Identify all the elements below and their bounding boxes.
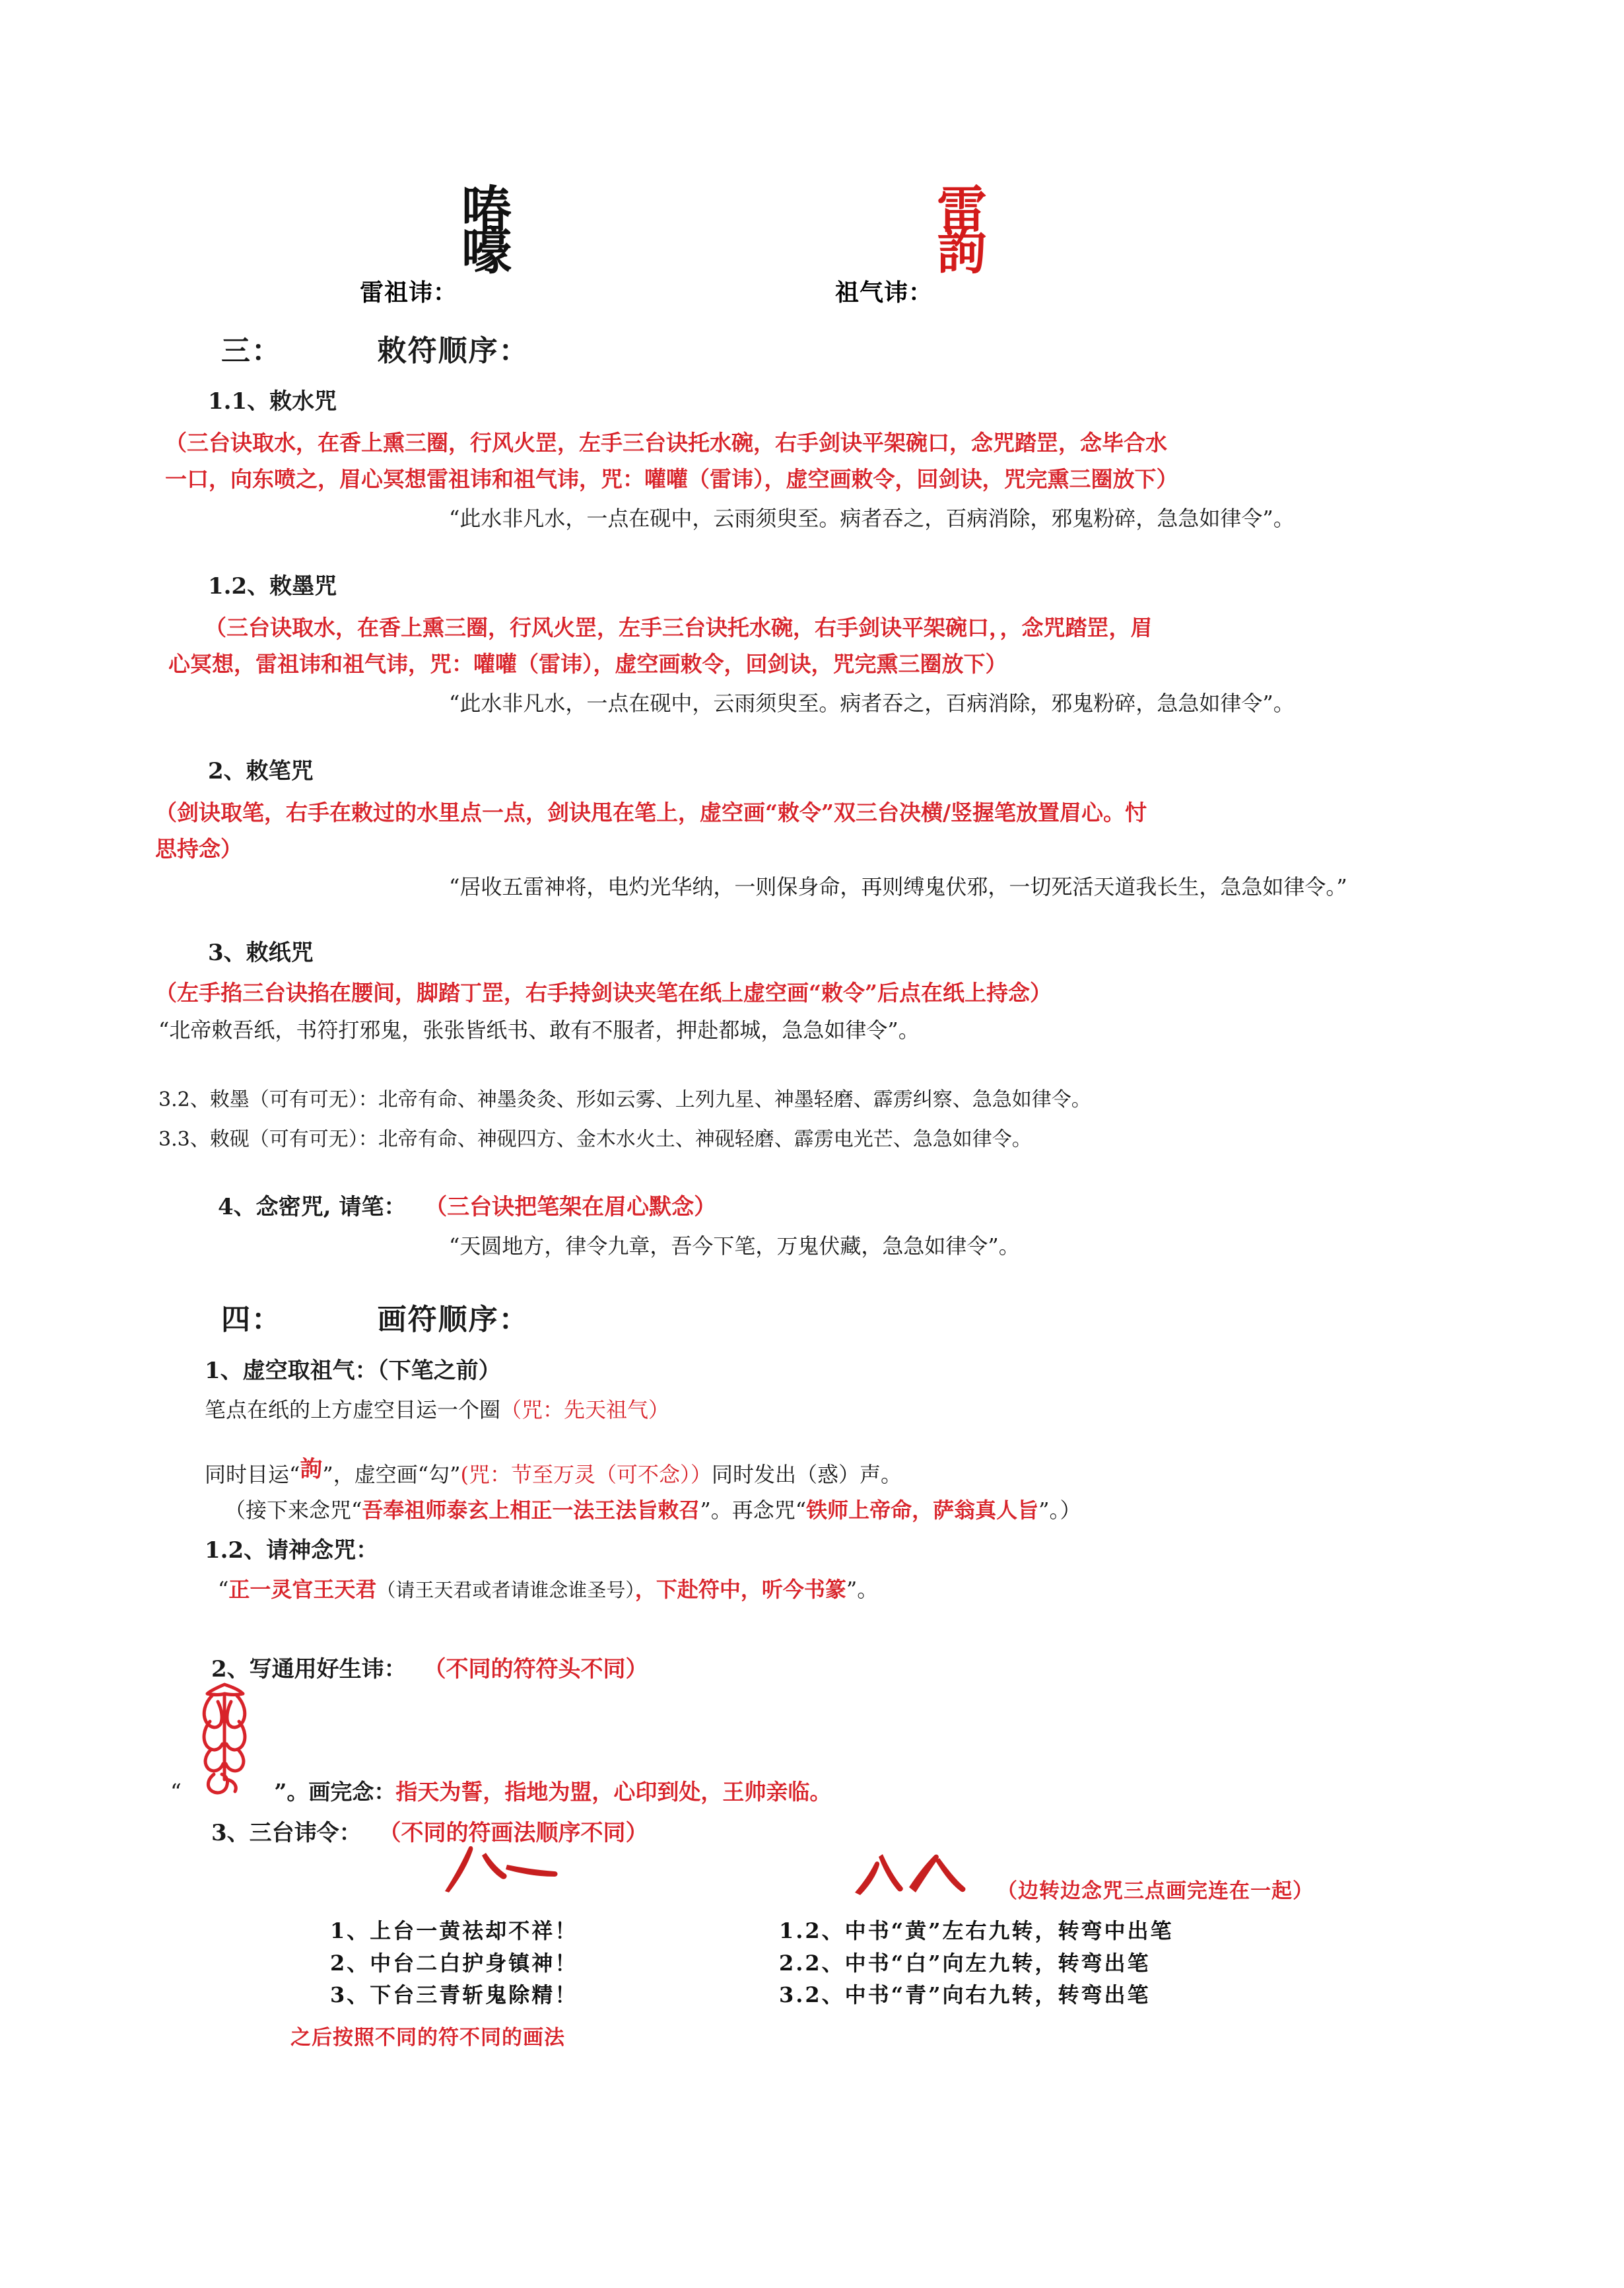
right-list-item-3: 3.2、中书“青”向右九转，转弯出笔 [779, 1982, 1151, 2008]
item-1-2-red-line-2: 心冥想，雷祖讳和祖气讳，咒：嚾嚾（雷讳），虚空画敕令，回剑诀，咒完熏三圈放下） [168, 651, 1007, 677]
item-3-black-quote: “北帝敕吾纸，书符打邪鬼，张张皆纸书、敢有不服者，押赴都城，急急如律令”。 [158, 1018, 920, 1043]
zu-qi-talisman-block [835, 180, 988, 310]
right-note-text: （边转边念咒三点画完连在一起） [997, 1879, 1314, 1903]
zu-qi-inline-glyph: 訽 [300, 1456, 323, 1482]
lei-zu-glyph-top: 㖺 [461, 180, 512, 240]
s4-line2-post: 同时发出（惑）声。 [711, 1462, 902, 1487]
s4-item-1-line-3 [224, 1494, 1081, 1524]
quote-red-deity: 正一灵官王天君 [228, 1577, 377, 1602]
section4-heading [221, 1296, 529, 1338]
s4-line3-red-1: 吾奉祖师泰玄上相正一法王法旨敕召 [362, 1498, 700, 1523]
s4-item-1-line-1 [205, 1393, 669, 1424]
item-3-2-line: 3.2、敕墨（可有可无）：北帝有命、神墨灸灸、形如云雾、上列九星、神墨轻磨、霹雳纠察、急急如律令。 [158, 1088, 1091, 1111]
s4-line3-mid: ”。再念咒“ [700, 1498, 807, 1523]
item-2-red-line-1: （剑诀取笔，右手在敕过的水里点一点，剑诀甩在笔上，虚空画“敕令”双三台决横/竖握笔放置眉心。忖 [155, 800, 1147, 825]
s4-line3-prefix: （接下来念咒“ [224, 1498, 362, 1523]
zu-qi-glyph-bottom: 訽 [937, 221, 988, 281]
s4-item-1-line-2 [205, 1456, 902, 1488]
item-4-heading [218, 1189, 716, 1221]
s4-line2-prefix: 同时目运“ [205, 1462, 300, 1487]
item-2-red-line-2: 思持念） [155, 836, 242, 862]
left-list-item-3: 3、下台三青斩鬼除精！ [330, 1982, 578, 2008]
seal-caption-line [170, 1775, 831, 1806]
s4-line2-mid: ”，虚空画“勾” [322, 1462, 461, 1487]
s4-item-1-2-quote [218, 1573, 878, 1603]
s4-line2-red: (咒：节至万灵（可不念）） [460, 1462, 712, 1487]
talisman-header-row [0, 165, 1624, 310]
section4-title: 画符顺序： [377, 1303, 529, 1336]
s4-item-2-heading-black: 2、写通用好生讳： [211, 1656, 407, 1682]
section3-number: 三： [221, 334, 282, 368]
left-list-item-1: 1、上台一黄祛却不祥！ [330, 1918, 578, 1943]
quote-open-mark: “ [218, 1577, 229, 1602]
item-2-black-quote: “居收五雷神将，电灼光华纳，一则保身命，再则缚鬼伏邪，一切死活天道我长生，急急如律令。” [449, 874, 1347, 899]
zu-qi-label: 祖气讳： [835, 279, 933, 306]
footer-note-text: 之后按照不同的符不同的画法 [290, 2026, 565, 2050]
s4-item-2-heading [211, 1651, 648, 1683]
s4-item-3-heading-red: （不同的符画法顺序不同） [378, 1820, 648, 1846]
zu-qi-talisman-glyph [937, 180, 988, 281]
item-1-2-black-quote: “此水非凡水，一点在砚中，云雨须臾至。病者吞之，百病消除，邪鬼粉碎，急急如律令”。 [449, 691, 1295, 716]
lei-zu-talisman-glyph [461, 180, 512, 281]
item-1-2-heading: 1.2、敕墨咒 [208, 573, 337, 600]
left-list-item-2: 2、中台二白护身镇神！ [330, 1950, 578, 1976]
quote-red-tail: ，下赴符中，听今书篆 [634, 1577, 846, 1602]
item-4-heading-red: （三台诀把笔架在眉心默念） [424, 1194, 717, 1220]
zu-qi-glyph-top: 雷 [937, 180, 988, 240]
left-column-list [330, 1915, 578, 2011]
item-4-heading-black: 4、念密咒, 请笔： [218, 1194, 407, 1220]
s4-item-1-heading: 1、虚空取祖气：（下笔之前） [205, 1358, 501, 1384]
right-list-item-1: 1.2、中书“黄”左右九转，转弯中出笔 [779, 1918, 1174, 1943]
item-1-1-red-line-2: 一口，向东喷之，眉心冥想雷祖讳和祖气讳，咒：嚾嚾（雷讳），虚空画敕令，回剑诀，咒完熏三圈放下） [165, 466, 1178, 492]
section3-title: 敕符顺序： [377, 334, 529, 368]
three-dot-brush-mark-right [848, 1849, 974, 1896]
quote-black-paren: （请王天君或者请谁念谁圣号） [376, 1579, 635, 1601]
s4-item-1-line-1-red: （咒：先天祖气） [500, 1397, 670, 1422]
s4-item-1-2-heading: 1.2、请神念咒： [205, 1537, 379, 1564]
s4-item-3-heading-black: 3、三台讳令： [211, 1820, 362, 1846]
lei-zu-talisman-block [360, 180, 512, 310]
s4-item-1-line-1-black: 笔点在纸的上方虚空目运一个圈 [205, 1397, 501, 1422]
seal-close-and-label: ”。画完念： [274, 1779, 396, 1805]
lei-zu-label: 雷祖讳： [360, 279, 458, 306]
right-column-list [779, 1915, 1174, 2011]
seal-open-quote: “ [170, 1779, 182, 1805]
item-3-red-line-1: （左手掐三台诀掐在腰间，脚踏丁罡，右手持剑诀夹笔在纸上虚空画“敕令”后点在纸上持念） [155, 980, 1052, 1006]
item-1-1-red-line-1: （三台诀取水，在香上熏三圈，行风火罡，左手三台诀托水碗，右手剑诀平架碗口，念咒踏罡，念毕合水 [165, 430, 1167, 456]
item-2-heading: 2、敕笔咒 [208, 758, 314, 784]
seal-red-chant: 指天为誓，指地为盟，心印到处，王帅亲临。 [395, 1779, 832, 1805]
item-3-heading: 3、敕纸咒 [208, 940, 314, 966]
section3-heading [221, 327, 529, 369]
item-4-black-quote: “天圆地方，律令九章，吾今下笔，万鬼伏藏，急急如律令”。 [449, 1233, 1020, 1259]
item-1-1-black-quote: “此水非凡水，一点在砚中，云雨须臾至。病者吞之，百病消除，邪鬼粉碎，急急如律令”。 [449, 506, 1295, 531]
section4-number: 四： [221, 1303, 282, 1336]
item-3-3-line: 3.3、敕砚（可有可无）：北帝有命、神砚四方、金木水火土、神砚轻磨、霹雳电光芒、急急如律令。 [158, 1128, 1032, 1151]
three-dot-brush-mark-left [423, 1842, 574, 1895]
right-list-item-2: 2.2、中书“白”向左九转，转弯出笔 [779, 1950, 1151, 1976]
item-1-1-heading: 1.1、敕水咒 [208, 388, 337, 415]
s4-line3-post: ”。） [1038, 1498, 1081, 1523]
item-1-2-red-line-1: （三台诀取水，在香上熏三圈，行风火罡，左手三台诀托水碗，右手剑诀平架碗口，，念咒踏罡，眉 [205, 615, 1153, 641]
quote-close-mark: ”。 [846, 1577, 879, 1602]
s4-line3-red-2: 铁师上帝命，萨翁真人旨 [806, 1498, 1039, 1523]
lei-zu-glyph-bottom: 嚎 [461, 221, 512, 281]
s4-item-2-heading-red: （不同的符符头不同） [423, 1656, 648, 1682]
